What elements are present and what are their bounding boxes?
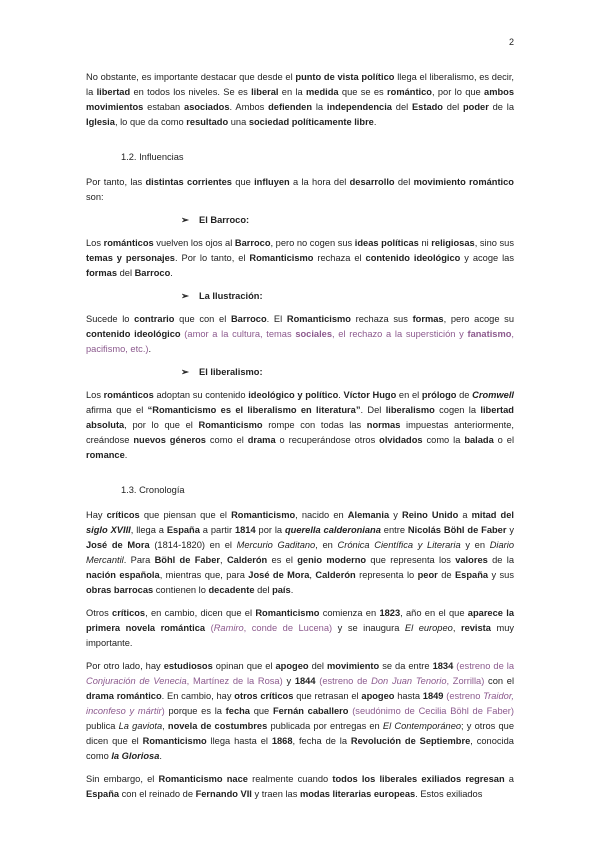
cronologia-paragraph-3: Por otro lado, hay estudiosos opinan que el apogeo del movimiento se da entre 1834 (estreno de la Conjuración de Venecia, Martínez de la Rosa) y 1844 (estreno de Don Juan Tenorio, Zorrilla) con el drama romántico. En cambio, hay otros críticos que retrasan el apogeo hasta 1849 (estreno Traidor, inconfeso y mártir) porque es la fecha que Fernán caballero (seudónimo de Cecilia Böhl de Faber) publica La gaviota, novela de costumbres publicada por entregas en El Contemporáneo; y otros que dicen que el Romanticismo llega hasta el 1868, fecha de la Revolución de Septiembre, conocida como la Gloriosa. [86,661,515,761]
page-number: 2 [508,37,514,47]
document-body [86,70,514,802]
cronologia-paragraph-4: Sin embargo, el Romanticismo nace realmente cuando todos los liberales exiliados regresan a España con el reinado de Fernando VII y traen las modas literarias europeas. Estos exiliados [86,774,514,799]
section-heading-influencias: 1.2. Influencias [121,152,184,162]
cronologia-paragraph-1: Hay críticos que piensan que el Romanticismo, nacido en Alemania y Reino Unido a mitad del siglo XVIII, llega a España a partir 1814 por la querella calderoniana entre Nicolás Böhl de Faber y José de Mora (1814-1820) en el Mercurio Gaditano, en Crónica Científica y Literaria y en Diario Mercantil. Para Böhl de Faber, Calderón es el genio moderno que representa los valores de la nación española, mientras que, para José de Mora, Calderón representa lo peor de España y sus obras barrocas contienen lo decadente del país. [86,510,515,595]
liberalismo-paragraph: Los románticos adoptan su contenido ideológico y político. Víctor Hugo en el prólogo de Cromwell afirma que el “Romanticismo es el liberalismo en literatura”. Del liberalismo cogen la libertad absoluta, por lo que el Romanticismo rompe con todas las normas impuestas anteriormente, creándose nuevos géneros como el drama o recuperándose otros olvidados como la balada o el romance. [86,390,515,460]
influencias-lead-paragraph: Por tanto, las distintas corrientes que influyen a la hora del desarrollo del movimiento romántico son: [86,177,514,202]
section-heading-cronologia: 1.3. Cronología [121,485,185,495]
cronologia-paragraph-2: Otros críticos, en cambio, dicen que el Romanticismo comienza en 1823, año en el que aparece la primera novela romántica (Ramiro, conde de Lucena) y se inaugura El europeo, revista muy importante. [86,608,515,648]
arrow-bullet-icon: ➢ [181,367,189,377]
bullet-barroco: ➢ El Barroco: [181,213,514,228]
arrow-bullet-icon: ➢ [181,291,189,301]
intro-paragraph: No obstante, es importante destacar que desde el punto de vista político llega el liberalismo, es decir, la libertad en todos los niveles. Se es liberal en la medida que se es romántico, por lo que ambos movimientos estaban asociados. Ambos defienden la independencia del Estado del poder de la Iglesia, lo que da como resultado una sociedad políticamente libre. [86,72,515,127]
bullet-liberalismo: ➢ El liberalismo: [181,365,514,380]
arrow-bullet-icon: ➢ [181,215,189,225]
ilustracion-paragraph: Sucede lo contrario que con el Barroco. El Romanticismo rechaza sus formas, pero acoge su contenido ideológico (amor a la cultura, temas sociales, el rechazo a la superstición y fanatismo, pacifismo, etc.). [86,314,514,354]
barroco-paragraph: Los románticos vuelven los ojos al Barroco, pero no cogen sus ideas políticas ni religiosas, sino sus temas y personajes. Por lo tanto, el Romanticismo rechaza el contenido ideológico y acoge las formas del Barroco. [86,238,514,278]
bullet-ilustracion: ➢ La Ilustración: [181,289,514,304]
